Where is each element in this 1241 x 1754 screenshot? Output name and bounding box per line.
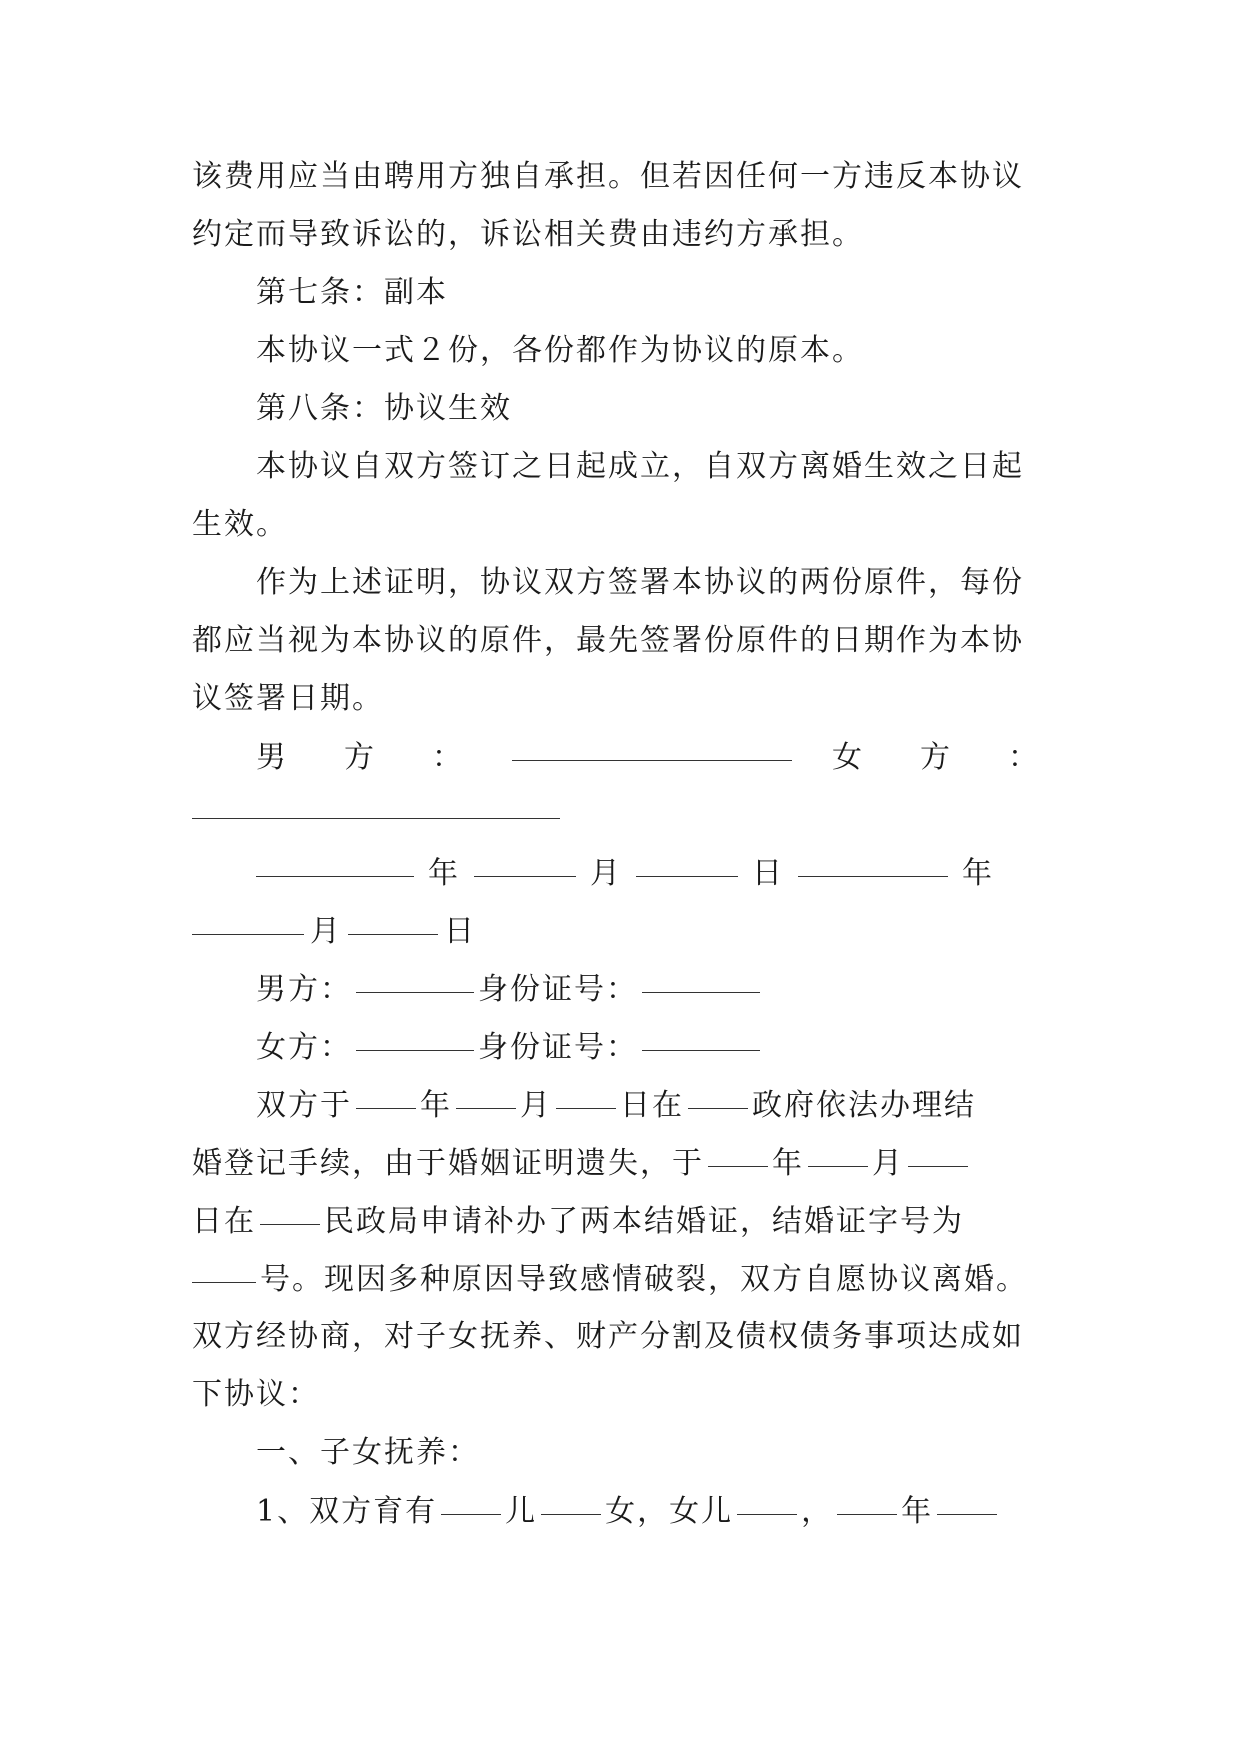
sons-blank [441,1476,501,1515]
paragraph-line [192,1250,1052,1308]
id-number-label: 身份证号： [478,1030,638,1065]
female-signature-label: 女 方 ： [832,740,1052,775]
text-span: 号。现因多种原因导致感情破裂，双方自愿协议离婚。 [260,1262,1028,1297]
male-day-blank [636,838,738,877]
paragraph-line: 约定而导致诉讼的，诉讼相关费由违约方承担。 [192,217,864,252]
month-label: 月 [310,914,342,949]
birth-year-blank [837,1476,897,1515]
paragraph-line: 都应当视为本协议的原件，最先签署份原件的日期作为本协 [192,623,1024,658]
year-blank [708,1128,768,1167]
paragraph-line: 下协议： [192,1377,320,1412]
month-blank [456,1070,516,1109]
date-row [192,844,1052,902]
month-blank [808,1128,868,1167]
paragraph-line [192,1076,1052,1134]
female-signature-blank [192,780,560,819]
signature-continuation [192,786,1052,844]
id-number-label: 身份证号： [478,972,638,1007]
paragraph-line: 双方经协商，对子女抚养、财产分割及债权债务事项达成如 [192,1319,1024,1354]
text-span: 日在 [620,1088,684,1123]
place-blank [688,1070,748,1109]
female-month-blank [192,896,304,935]
text-span: 儿 [505,1494,538,1529]
text-span: ， [801,1494,834,1529]
text-span: 政府依法办理结 [752,1088,976,1123]
document-body [192,148,1052,1540]
office-blank [260,1186,320,1225]
text-span: 月 [520,1088,552,1123]
paragraph-line: 本协议一式２份，各份都作为协议的原本。 [256,333,864,368]
certificate-number-blank [192,1244,256,1283]
paragraph-line: 该费用应当由聘用方独自承担。但若因任何一方违反本协议 [192,159,1024,194]
text-span: 婚登记手续，由于婚姻证明遗失，于 [192,1146,704,1181]
id-number-blank [642,954,760,993]
female-year-blank [798,838,948,877]
text-span: 双方于 [256,1088,352,1123]
article-heading: 第七条：副本 [256,275,448,310]
name-blank [356,954,474,993]
party-label: 女方： [256,1030,352,1065]
year-blank [356,1070,416,1109]
text-span: 年 [901,1494,934,1529]
paragraph-line [192,1134,1052,1192]
paragraph-line: 本协议自双方签订之日起成立，自双方离婚生效之日起 [256,449,1024,484]
male-month-blank [474,838,576,877]
male-year-blank [256,838,414,877]
daughter-name-blank [737,1476,797,1515]
day-blank [908,1128,968,1167]
day-blank [556,1070,616,1109]
paragraph-line: 生效。 [192,507,288,542]
text-span: 年 [772,1146,804,1181]
text-span: 1、双方育有 [256,1494,438,1529]
paragraph-line: 议签署日期。 [192,681,384,716]
article-heading: 第八条：协议生效 [256,391,512,426]
year-label: 年 [428,856,460,891]
year-label: 年 [962,856,994,891]
text-span: 民政局申请补办了两本结婚证，结婚证字号为 [324,1204,964,1239]
name-blank [356,1012,474,1051]
paragraph-line [192,1482,1052,1540]
female-day-blank [348,896,438,935]
text-span: 年 [420,1088,452,1123]
birth-month-blank [937,1476,997,1515]
month-label: 月 [590,856,622,891]
day-label: 日 [752,856,784,891]
date-continuation [192,902,1052,960]
id-row-male [192,960,1052,1018]
daughters-blank [541,1476,601,1515]
id-row-female [192,1018,1052,1076]
text-span: 日在 [192,1204,256,1239]
text-span: 月 [872,1146,904,1181]
text-span: 女，女儿 [605,1494,734,1529]
party-label: 男方： [256,972,352,1007]
paragraph-line: 作为上述证明，协议双方签署本协议的两份原件，每份 [256,565,1024,600]
male-signature-blank [512,722,792,761]
id-number-blank [642,1012,760,1051]
paragraph-line [192,1192,1052,1250]
male-signature-label: 男 方 ： [256,740,476,775]
section-heading: 一、子女抚养： [256,1435,480,1470]
signature-row [192,728,1052,786]
day-label: 日 [444,914,476,949]
